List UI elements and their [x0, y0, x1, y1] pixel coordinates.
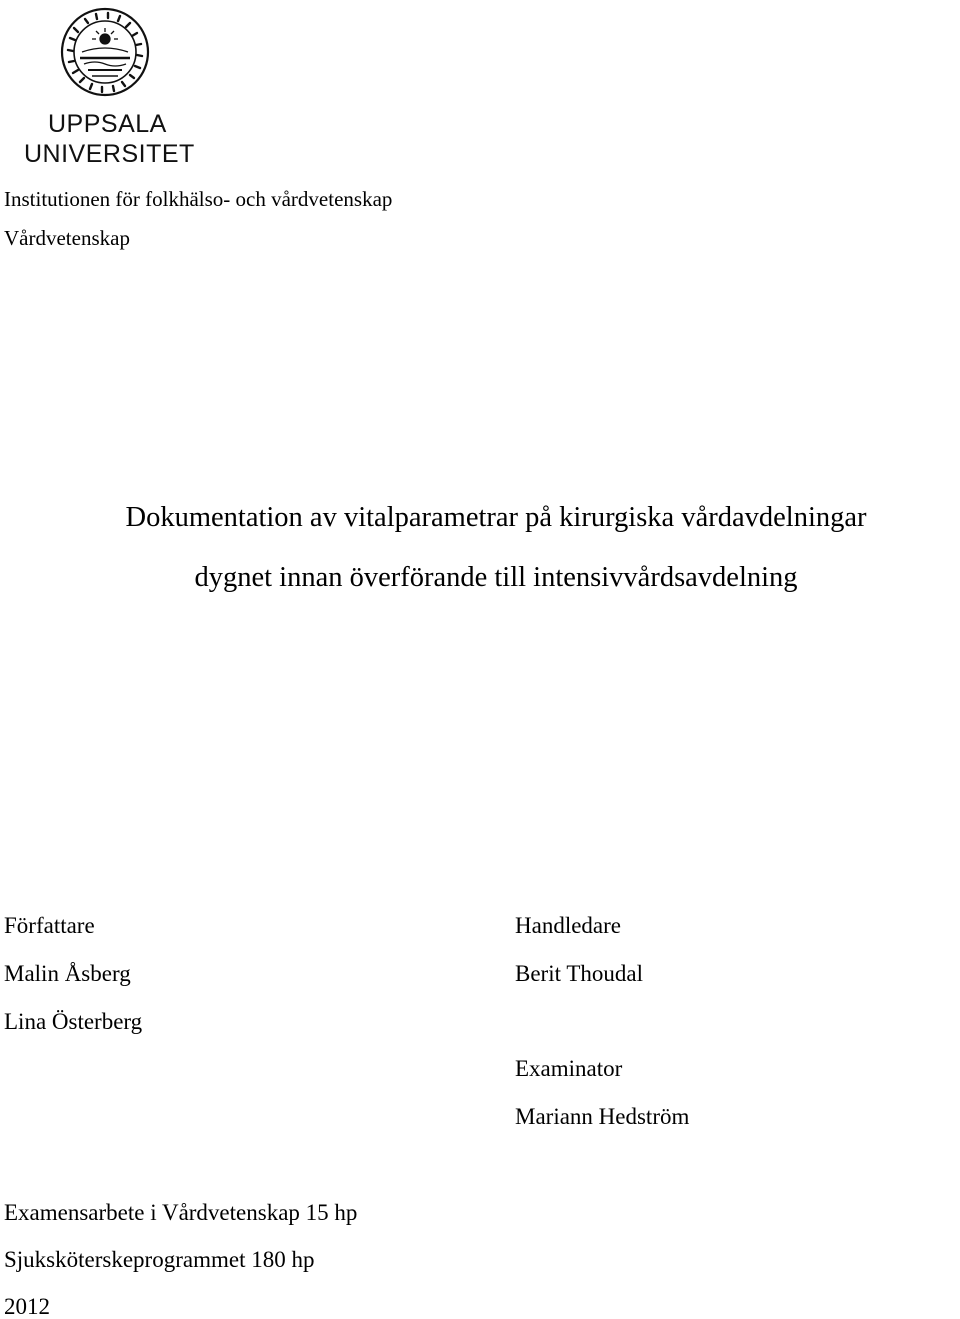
logo-wordmark-line1: UPPSALA [48, 110, 167, 138]
examiner-heading: Examinator [515, 1056, 623, 1081]
subject-name: Vårdvetenskap [4, 226, 130, 250]
thesis-course: Examensarbete i Vårdvetenskap 15 hp [4, 1200, 358, 1225]
university-seal-icon [60, 6, 150, 98]
thesis-title-line1: Dokumentation av vitalparametrar på kirurgiska vårdavdelningar [125, 502, 867, 533]
logo-wordmark-line2: UNIVERSITET [24, 140, 195, 168]
author-name: Lina Österberg [4, 1009, 143, 1034]
author-name: Malin Åsberg [4, 961, 131, 986]
supervisor-name: Berit Thoudal [515, 961, 643, 986]
institution-name: Institutionen för folkhälso- och vårdvetenskap [4, 187, 393, 211]
examiner-name: Mariann Hedström [515, 1104, 690, 1129]
thesis-year: 2012 [4, 1294, 50, 1319]
supervisor-heading: Handledare [515, 913, 621, 938]
thesis-title-line2: dygnet innan överförande till intensivvårdsavdelning [194, 562, 798, 593]
study-programme: Sjuksköterskeprogrammet 180 hp [4, 1247, 315, 1272]
authors-heading: Författare [4, 913, 95, 938]
